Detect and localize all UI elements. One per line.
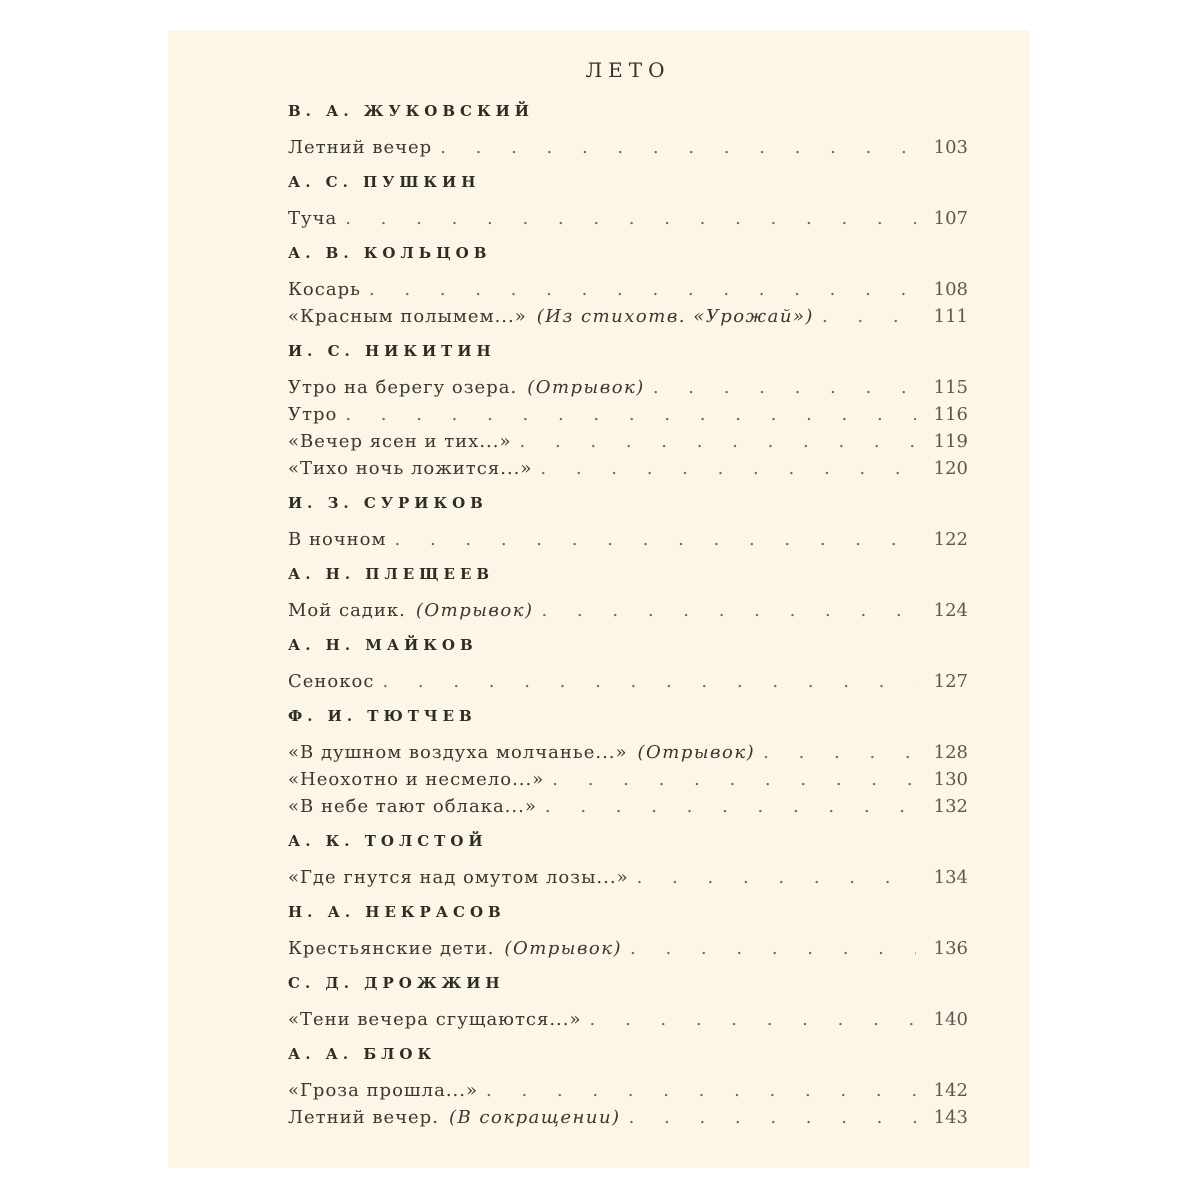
dot-leader [540, 455, 916, 482]
dot-leader [763, 739, 916, 766]
entry-title: Косарь [288, 279, 361, 300]
entry-title: В ночном [288, 529, 387, 550]
entry-title: «Гроза прошла...» [288, 1080, 478, 1101]
author-group [288, 636, 968, 695]
author-name: Ф. И. ТЮТЧЕВ [288, 707, 477, 725]
toc-entry [288, 276, 968, 303]
page-number: 142 [933, 1080, 968, 1101]
page-number: 140 [933, 1009, 968, 1030]
toc-entry [288, 597, 968, 624]
author-group [288, 565, 968, 624]
dot-leader [822, 303, 916, 330]
author-name: И. З. СУРИКОВ [288, 494, 488, 512]
author-group [288, 974, 968, 1033]
toc-groups [288, 102, 968, 1131]
page-number: 124 [933, 600, 968, 621]
entry-title: Утро на берегу озера. [288, 377, 518, 398]
entry-note: (Отрывок) [504, 938, 623, 959]
entry-title: «Тихо ночь ложится...» [288, 458, 533, 479]
author-name: А. Н. ПЛЕЩЕЕВ [288, 565, 495, 583]
author-group [288, 707, 968, 820]
page-number: 119 [933, 431, 968, 452]
toc-entry [288, 134, 968, 161]
page-number: 116 [933, 404, 968, 425]
dot-leader [630, 935, 916, 962]
entry-title: Сенокос [288, 671, 375, 692]
section-title: ЛЕТО [585, 58, 671, 82]
entry-title: Летний вечер [288, 137, 433, 158]
toc-entry [288, 455, 968, 482]
toc-entry [288, 205, 968, 232]
author-name: В. А. ЖУКОВСКИЙ [288, 102, 534, 120]
toc-entry [288, 526, 968, 553]
toc-entry [288, 428, 968, 455]
entry-title: Летний вечер. [288, 1107, 439, 1128]
entry-title: Крестьянские дети. [288, 938, 495, 959]
entry-title: Мой садик. [288, 600, 406, 621]
entry-title: «Где гнутся над омутом лозы...» [288, 867, 629, 888]
author-group [288, 1045, 968, 1131]
table-of-contents [288, 58, 968, 1139]
toc-entry [288, 766, 968, 793]
toc-entry [288, 374, 968, 401]
dot-leader [520, 428, 917, 455]
dot-leader [345, 205, 916, 232]
dot-leader [541, 597, 916, 624]
page-number: 103 [933, 137, 968, 158]
toc-entry [288, 1077, 968, 1104]
page-number: 122 [933, 529, 968, 550]
book-page [168, 30, 1030, 1168]
page-number: 115 [933, 377, 968, 398]
author-name: А. А. БЛОК [288, 1045, 437, 1063]
dot-leader [637, 864, 916, 891]
dot-leader [545, 793, 916, 820]
page-number: 127 [933, 671, 968, 692]
toc-entry [288, 864, 968, 891]
entry-note: (Отрывок) [527, 377, 645, 398]
author-name: А. В. КОЛЬЦОВ [288, 244, 492, 262]
author-group [288, 102, 968, 161]
entry-title: «В душном воздуха молчанье...» [288, 742, 628, 763]
entry-note: (Отрывок) [415, 600, 534, 621]
page-number: 130 [933, 769, 968, 790]
entry-title: «Вечер ясен и тих...» [288, 431, 512, 452]
dot-leader [653, 374, 916, 401]
page-number: 134 [933, 867, 968, 888]
dot-leader [369, 276, 916, 303]
toc-entry [288, 1104, 968, 1131]
dot-leader [552, 766, 916, 793]
toc-entry [288, 793, 968, 820]
entry-title: Утро [288, 404, 338, 425]
toc-entry [288, 739, 968, 766]
author-name: А. Н. МАЙКОВ [288, 636, 478, 654]
author-name: А. С. ПУШКИН [288, 173, 481, 191]
author-group [288, 832, 968, 891]
page-number: 107 [933, 208, 968, 229]
entry-note: (В сокращении) [448, 1107, 621, 1128]
dot-leader [440, 134, 916, 161]
toc-entry [288, 935, 968, 962]
page-number: 136 [933, 938, 968, 959]
toc-entry [288, 1006, 968, 1033]
entry-note: (Из стихотв. «Урожай») [536, 306, 814, 327]
author-group [288, 342, 968, 482]
author-group [288, 244, 968, 330]
dot-leader [345, 401, 916, 428]
author-group [288, 173, 968, 232]
dot-leader [629, 1104, 916, 1131]
entry-title: «Тени вечера сгущаются...» [288, 1009, 582, 1030]
author-group [288, 494, 968, 553]
entry-title: «Красным полымем...» [288, 306, 527, 327]
author-group [288, 903, 968, 962]
dot-leader [590, 1006, 916, 1033]
entry-note: (Отрывок) [637, 742, 756, 763]
page-number: 111 [933, 306, 968, 327]
dot-leader [486, 1077, 916, 1104]
page-number: 120 [933, 458, 968, 479]
author-name: И. С. НИКИТИН [288, 342, 496, 360]
entry-title: «В небе тают облака...» [288, 796, 537, 817]
author-name: С. Д. ДРОЖЖИН [288, 974, 505, 992]
dot-leader [382, 668, 916, 695]
toc-entry [288, 668, 968, 695]
entry-title: «Неохотно и несмело...» [288, 769, 545, 790]
toc-entry [288, 303, 968, 330]
page-number: 128 [933, 742, 968, 763]
page-number: 132 [933, 796, 968, 817]
author-name: А. К. ТОЛСТОЙ [288, 832, 488, 850]
author-name: Н. А. НЕКРАСОВ [288, 903, 506, 921]
toc-entry [288, 401, 968, 428]
page-number: 108 [933, 279, 968, 300]
entry-title: Туча [288, 208, 338, 229]
page-number: 143 [933, 1107, 968, 1128]
dot-leader [395, 526, 916, 553]
